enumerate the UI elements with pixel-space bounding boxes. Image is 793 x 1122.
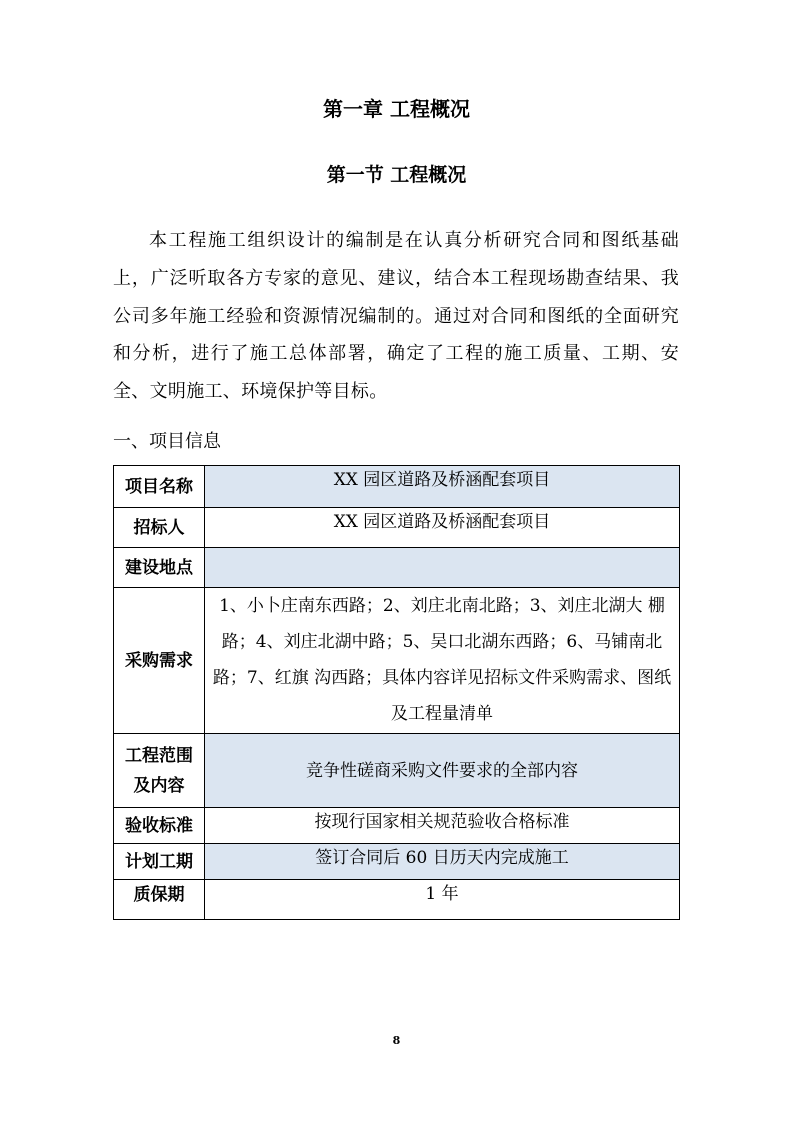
table-row-planned-duration <box>114 844 680 880</box>
construction-site-label: 建设地点 <box>114 548 205 588</box>
scope-value: 竞争性磋商采购文件要求的全部内容 <box>205 734 680 808</box>
warranty-period-label: 质保期 <box>114 880 205 920</box>
table-row-construction-site <box>114 548 680 588</box>
page-number: 8 <box>392 1034 401 1047</box>
tenderer-label: 招标人 <box>114 508 205 548</box>
scope-label-line2: 及内容 <box>133 775 185 796</box>
table-row-tenderer <box>114 508 680 548</box>
chapter-title: 第一章 工程概况 <box>323 97 470 121</box>
scope-label-line1: 工程范围 <box>125 745 193 766</box>
table-row-acceptance-standard <box>114 808 680 844</box>
construction-site-value <box>205 548 680 588</box>
project-info-table <box>113 465 680 920</box>
acceptance-standard-value: 按现行国家相关规范验收合格标准 <box>205 808 680 844</box>
project-name-label: 项目名称 <box>114 466 205 508</box>
intro-paragraph: 本工程施工组织设计的编制是在认真分析研究合同和图纸基础上，广泛听取各方专家的意见、建议，结合本工程现场勘查结果、我公司多年施工经验和资源情况编制的。通过对合同和图纸的全面研究和分析，进行了施工总体部署，确定了工程的施工质量、工期、安全、文明施工、环境保护等目标。 <box>113 230 679 403</box>
table-row-warranty-period <box>114 880 680 920</box>
tenderer-value: XX 园区道路及桥涵配套项目 <box>205 508 680 548</box>
warranty-period-value: 1 年 <box>205 880 680 920</box>
acceptance-standard-label: 验收标准 <box>114 808 205 844</box>
project-info-heading: 一、项目信息 <box>113 431 221 452</box>
scope-label <box>114 734 205 808</box>
planned-duration-value: 签订合同后 60 日历天内完成施工 <box>205 844 680 880</box>
project-name-value: XX 园区道路及桥涵配套项目 <box>205 466 680 508</box>
procurement-needs-value: 1、小卜庄南东西路；2、刘庄北南北路；3、刘庄北湖大 棚路；4、刘庄北湖中路；5、吴口北湖东西路；6、马铺南北路；7、红旗 沟西路；具体内容详见招标文件采购需求、图纸及工程量清单 <box>205 588 680 734</box>
procurement-needs-label: 采购需求 <box>114 588 205 734</box>
section-title: 第一节 工程概况 <box>326 164 467 186</box>
table-row-scope <box>114 734 680 808</box>
table-row-procurement-needs <box>114 588 680 734</box>
table-row-project-name <box>114 466 680 508</box>
planned-duration-label: 计划工期 <box>114 844 205 880</box>
